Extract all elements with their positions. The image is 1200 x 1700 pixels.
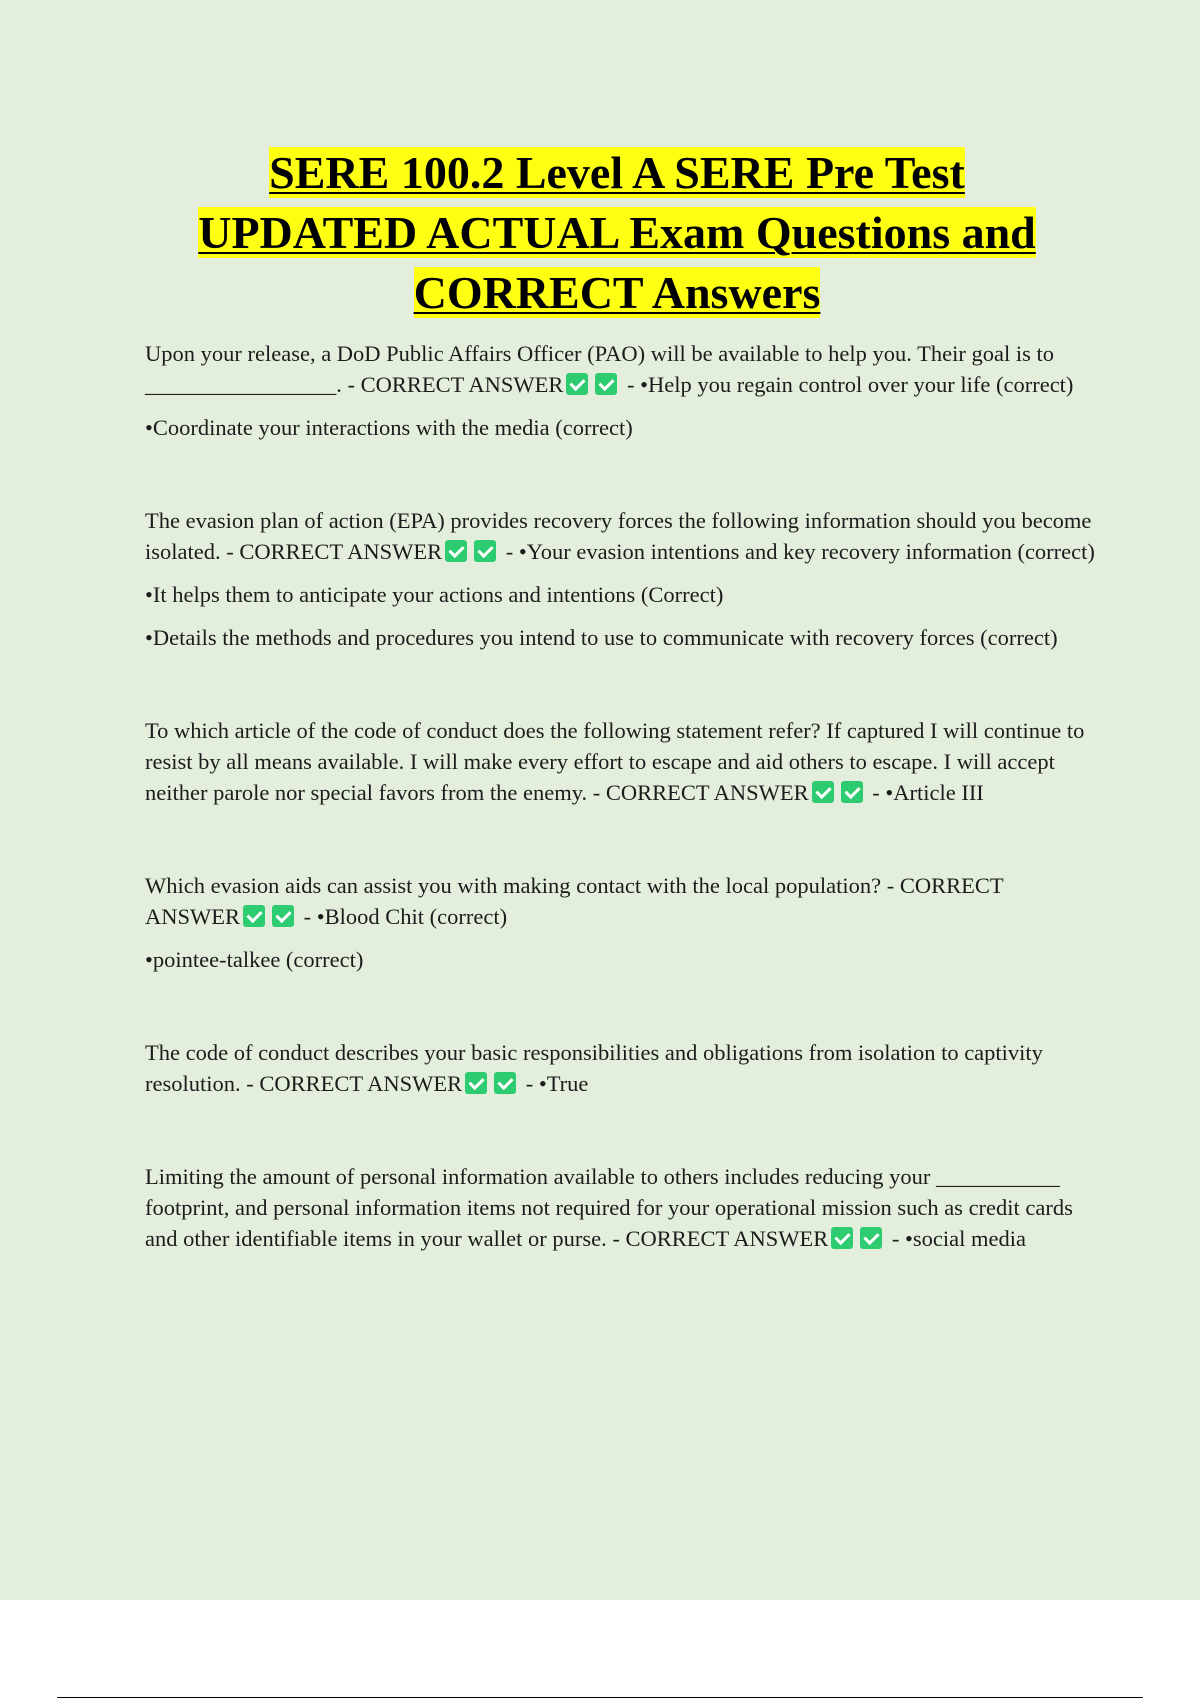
- check-box-icon: [566, 373, 588, 395]
- question-text: Which evasion aids can assist you with making contact with the local population? - CORRECT ANSWER - •Blood Chit (correct): [145, 873, 1004, 929]
- check-box-icon: [494, 1072, 516, 1094]
- check-box-icon: [474, 540, 496, 562]
- title-line: SERE 100.2 Level A SERE Pre Test: [269, 147, 965, 198]
- question-text: Limiting the amount of personal information available to others includes reducing your ___________ footprint, and personal information items not required for your operational mission such as credit cards and other identifiable items in your wallet or purse. - CORRECT ANSWER - •social media: [145, 1164, 1073, 1251]
- answer-extra: •pointee-talkee (correct): [145, 947, 364, 972]
- qa-item: [145, 715, 1095, 808]
- document-title: [100, 143, 1134, 323]
- title-line: UPDATED ACTUAL Exam Questions and: [198, 207, 1036, 258]
- answer-extra: •Coordinate your interactions with the media (correct): [145, 415, 633, 440]
- answer-extra: •It helps them to anticipate your actions and intentions (Correct): [145, 582, 724, 607]
- answer-text: - •Your evasion intentions and key recovery information (correct): [500, 539, 1095, 564]
- answer-text: - •Blood Chit (correct): [298, 904, 508, 929]
- check-box-icon: [243, 905, 265, 927]
- qa-item: [145, 1161, 1095, 1254]
- check-box-icon: [465, 1072, 487, 1094]
- qa-item: [145, 505, 1095, 653]
- qa-list: [145, 338, 1095, 1316]
- answer-text: - •True: [520, 1071, 589, 1096]
- answer-text: - •Help you regain control over your life (correct): [621, 372, 1074, 397]
- question-text: The evasion plan of action (EPA) provides recovery forces the following information should you become isolated. - CORRECT ANSWER - •Your evasion intentions and key recovery information (correct): [145, 508, 1095, 564]
- qa-item: [145, 338, 1095, 443]
- check-box-icon: [812, 781, 834, 803]
- check-box-icon: [445, 540, 467, 562]
- check-box-icon: [831, 1227, 853, 1249]
- question-text: The code of conduct describes your basic responsibilities and obligations from isolation to captivity resolution. - CORRECT ANSWER - •True: [145, 1040, 1043, 1096]
- check-box-icon: [860, 1227, 882, 1249]
- answer-text: - •Article III: [866, 780, 984, 805]
- qa-item: [145, 870, 1095, 975]
- question-text: Upon your release, a DoD Public Affairs Officer (PAO) will be available to help you. Their goal is to _________________. - CORRECT ANSWER - •Help you regain control over your life (correct): [145, 341, 1074, 397]
- answer-extra: •Details the methods and procedures you intend to use to communicate with recovery forces (correct): [145, 625, 1058, 650]
- answer-text: - •social media: [886, 1226, 1026, 1251]
- check-box-icon: [272, 905, 294, 927]
- check-box-icon: [841, 781, 863, 803]
- title-line: CORRECT Answers: [413, 267, 821, 318]
- check-box-icon: [595, 373, 617, 395]
- qa-item: [145, 1037, 1095, 1099]
- question-text: To which article of the code of conduct does the following statement refer? If captured I will continue to resist by all means available. I will make every effort to escape and aid others to escape. I will accept neither parole nor special favors from the enemy. - CORRECT ANSWER - •Article III: [145, 718, 1085, 805]
- page-divider: [57, 1697, 1143, 1698]
